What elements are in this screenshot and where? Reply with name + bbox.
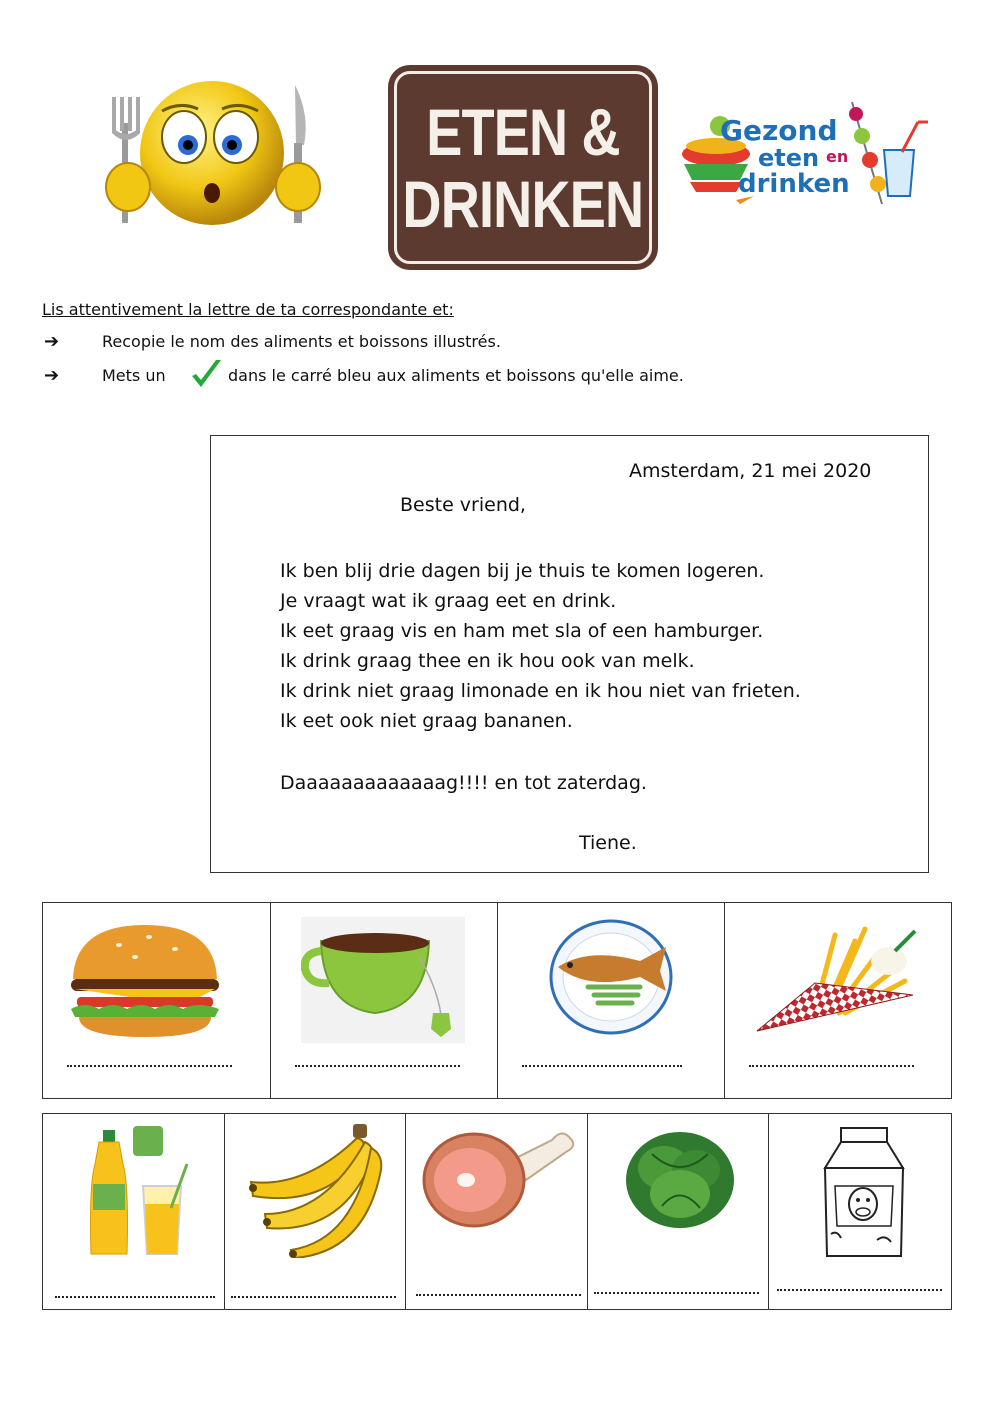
food-cell-bananas (225, 1114, 407, 1309)
food-row-2 (42, 1113, 952, 1310)
instruction-check-before: Mets un (102, 366, 166, 385)
letter-line: Ik drink graag thee en ik hou ook van melk. (280, 650, 695, 672)
letter-signature: Tiene. (579, 832, 637, 854)
food-cell-hamburger (43, 903, 271, 1098)
logo-line-1: ETEN & (426, 94, 620, 169)
tea-cup-image (301, 917, 465, 1043)
check-icon (188, 356, 224, 392)
arrow-icon: ➔ (44, 365, 60, 386)
gezond-eten-en-drinken-logo (676, 92, 936, 212)
letter-line: Ik eet graag vis en ham met sla of een hamburger. (280, 620, 764, 642)
food-cell-lemonade (43, 1114, 225, 1309)
letter-closing: Daaaaaaaaaaaaag!!!! en tot zaterdag. (280, 772, 647, 794)
answer-line[interactable] (231, 1296, 396, 1298)
letter-line: Je vraagt wat ik graag eet en drink. (280, 590, 617, 612)
gezond-word-2: eten (758, 144, 820, 172)
letter-greeting: Beste vriend, (400, 494, 526, 516)
food-cell-ham (406, 1114, 588, 1309)
answer-line[interactable] (416, 1294, 581, 1296)
instruction-copy-names: Recopie le nom des aliments et boissons illustrés. (102, 332, 501, 351)
letter-line: Ik ben blij drie dagen bij je thuis te komen logeren. (280, 560, 765, 582)
eten-drinken-logo (388, 65, 658, 270)
answer-line[interactable] (55, 1296, 215, 1298)
answer-line[interactable] (749, 1065, 914, 1067)
food-cell-fries (725, 903, 952, 1098)
fish-plate-image (548, 917, 674, 1037)
instruction-check-after: dans le carré bleu aux aliments et boissons qu'elle aime. (228, 366, 684, 385)
food-cell-lettuce (588, 1114, 770, 1309)
answer-line[interactable] (67, 1065, 232, 1067)
bananas-image (245, 1118, 395, 1258)
gezond-word-4: drinken (738, 169, 850, 199)
lemonade-image (73, 1124, 203, 1260)
fries-cone-image (755, 921, 925, 1037)
instructions-title: Lis attentivement la lettre de ta correspondante et: (42, 300, 454, 319)
letter-line: Ik drink niet graag limonade en ik hou niet van frieten. (280, 680, 801, 702)
ham-image (422, 1122, 578, 1232)
food-row-1 (42, 902, 952, 1099)
logo-line-2: DRINKEN (402, 166, 644, 241)
milk-carton-image (817, 1122, 917, 1260)
emoji-with-cutlery-image (100, 75, 325, 245)
food-cell-fish (498, 903, 725, 1098)
answer-line[interactable] (522, 1065, 682, 1067)
food-cell-milk (769, 1114, 951, 1309)
answer-line[interactable] (295, 1065, 460, 1067)
gezond-word-3: en (826, 147, 849, 166)
letter-line: Ik eet ook niet graag bananen. (280, 710, 573, 732)
lettuce-image (622, 1124, 738, 1232)
gezond-word-1: Gezond (720, 114, 838, 147)
answer-line[interactable] (777, 1289, 942, 1291)
arrow-icon: ➔ (44, 331, 60, 352)
letter-box (210, 435, 929, 873)
letter-place-date: Amsterdam, 21 mei 2020 (629, 460, 872, 482)
answer-line[interactable] (594, 1292, 759, 1294)
food-cell-tea (271, 903, 499, 1098)
hamburger-image (65, 921, 225, 1041)
